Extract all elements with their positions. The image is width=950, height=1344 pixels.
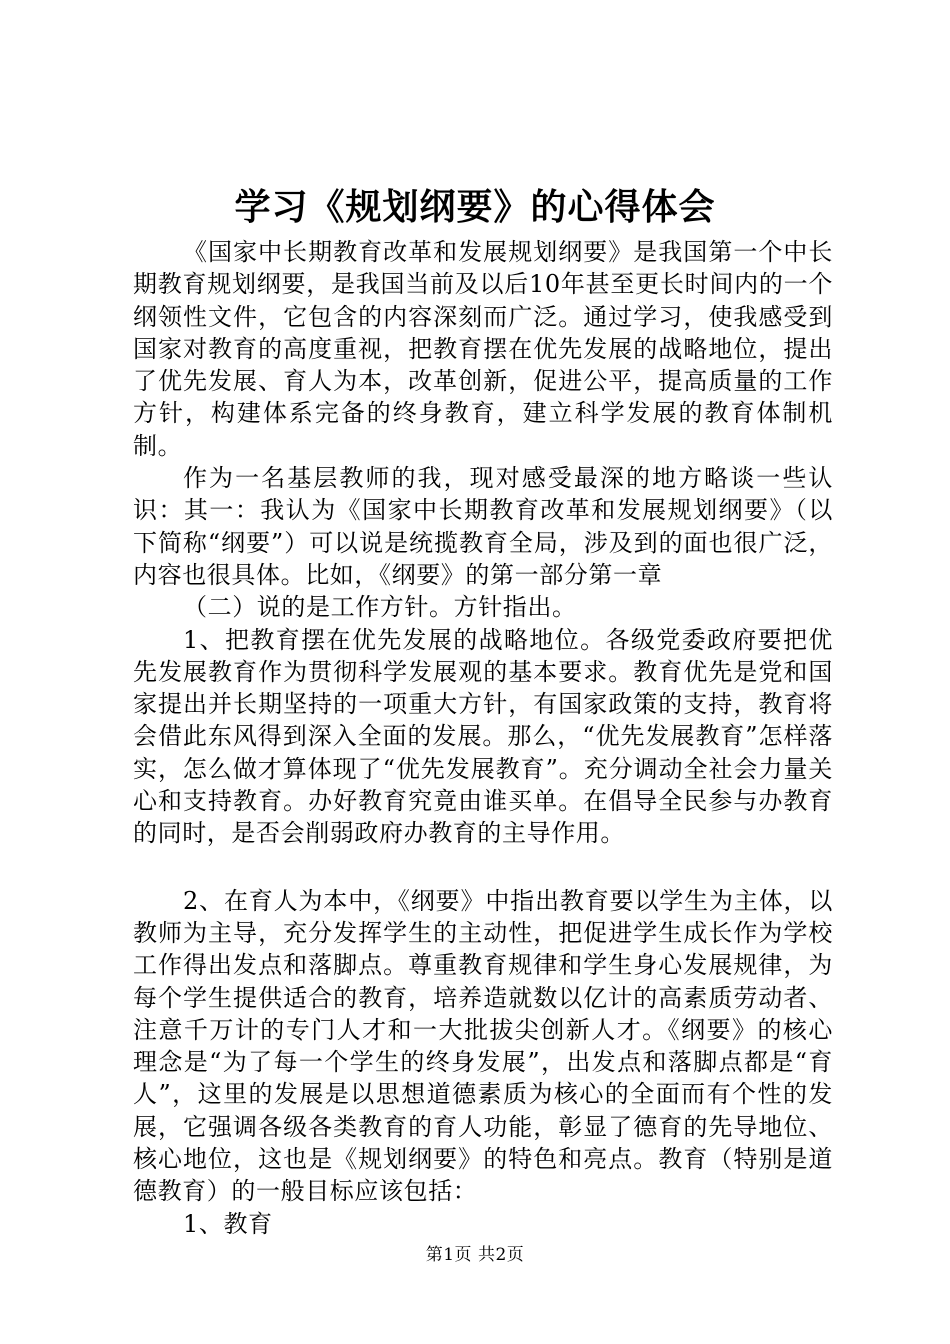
document-body: [133, 236, 833, 1240]
paragraph-reflection: 作为一名基层教师的我，现对感受最深的地方略谈一些认识：其一：我认为《国家中长期教育改革和发展规划纲要》（以下简称“纲要”）可以说是统揽教育全局，涉及到的面也很广泛，内容也很具体。比如，《纲要》的第一部分第一章: [133, 464, 833, 589]
page-title: 学习《规划纲要》的心得体会: [234, 187, 716, 228]
paragraph-policy-heading: （二）说的是工作方针。方针指出。: [183, 593, 577, 622]
paragraph-point-2: 2、在育人为本中，《纲要》中指出教育要以学生为主体，以教师为主导，充分发挥学生的主动性，把促进学生成长作为学校工作得出发点和落脚点。尊重教育规律和学生身心发展规律，为每个学生提供适合的教育，培养造就数以亿计的高素质劳动者、注意千万计的专门人才和一大批拔尖创新人才。《纲要》的核心理念是“为了每一个学生的终身发展”，出发点和落脚点都是“育人”，这里的发展是以思想道德素质为核心的全面而有个性的发展，它强调各级各类教育的育人功能，彰显了德育的先导地位、核心地位，这也是《规划纲要》的特色和亮点。教育（特别是道德教育）的一般目标应该包括：: [133, 886, 833, 1206]
paragraph-intro: 《国家中长期教育改革和发展规划纲要》是我国第一个中长期教育规划纲要，是我国当前及以后10年甚至更长时间内的一个纲领性文件，它包含的内容深刻而广泛。通过学习，使我感受到国家对教育的高度重视，把教育摆在优先发展的战略地位，提出了优先发展、育人为本，改革创新，促进公平，提高质量的工作方针，构建体系完备的终身教育，建立科学发展的教育体制机制。: [133, 238, 833, 460]
paragraph-gap: [133, 850, 833, 885]
paragraph-point-education: 1、教育: [183, 1209, 273, 1238]
page-footer: 第1页 共2页: [425, 1245, 525, 1265]
paragraph-point-1: 1、把教育摆在优先发展的战略地位。各级党委政府要把优先发展教育作为贯彻科学发展观的基本要求。教育优先是党和国家提出并长期坚持的一项重大方针，有国家政策的支持，教育将会借此东风得到深入全面的发展。那么，“优先发展教育”怎样落实，怎么做才算体现了“优先发展教育”。充分调动全社会力量关心和支持教育。办好教育究竟由谁买单。在倡导全民参与办教育的同时，是否会削弱政府办教育的主导作用。: [133, 625, 833, 848]
